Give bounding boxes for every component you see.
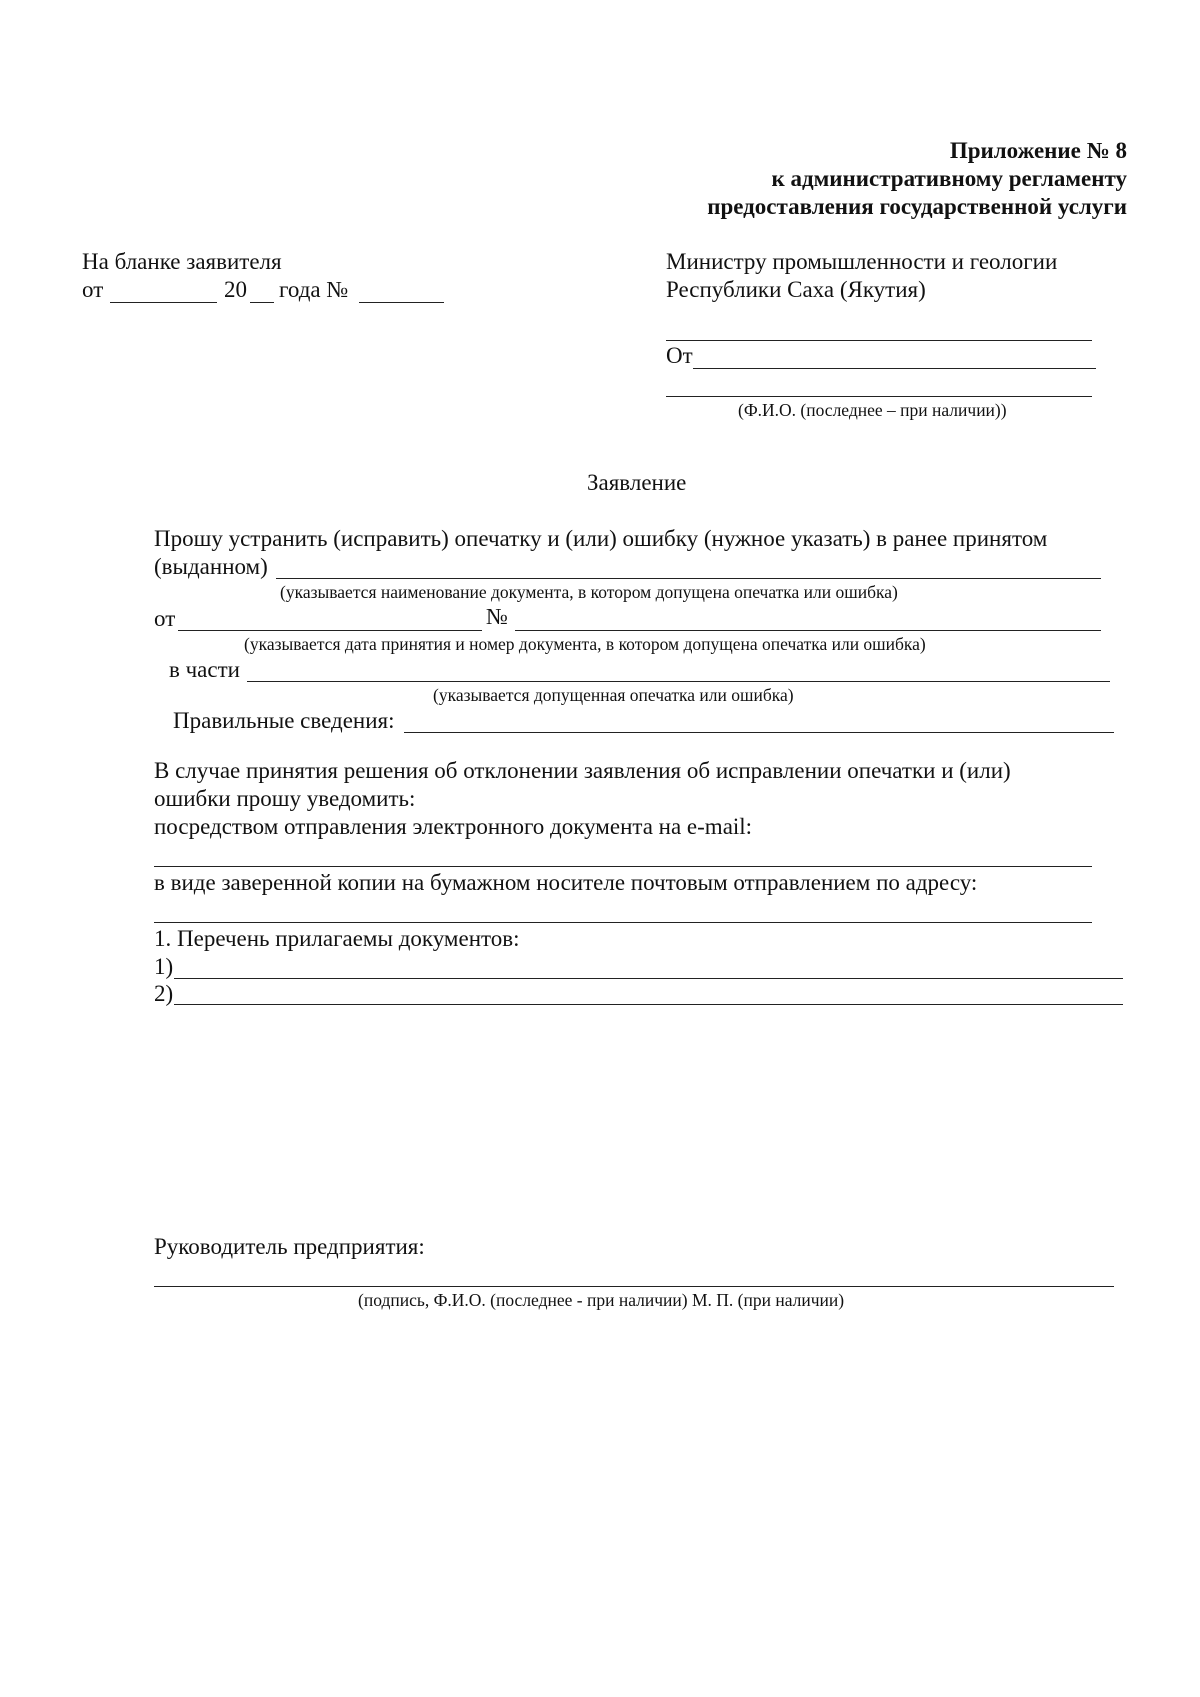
document-name-hint: (указывается наименование документа, в котором допущена опечатка или ошибка) (280, 582, 898, 602)
notification-text-1: В случае принятия решения об отклонении заявления об исправлении опечатки и (или) (154, 758, 1011, 783)
header-number-field[interactable] (359, 302, 444, 303)
attachment-item-2-label: 2) (154, 981, 174, 1006)
correct-info-label: Правильные сведения: (173, 708, 395, 733)
email-label: посредством отправления электронного документа на e-mail: (154, 814, 753, 839)
date-number-hint: (указывается дата принятия и номер документа, в котором допущена опечатка или ошибка) (244, 634, 926, 654)
notification-text-2: ошибки прошу уведомить: (154, 786, 416, 811)
header-date-field[interactable] (110, 302, 217, 303)
request-text: Прошу устранить (исправить) опечатку и (или) ошибку (нужное указать) в ранее принятом (154, 526, 1048, 551)
issued-label: (выданном) (154, 554, 268, 579)
document-number-field[interactable] (515, 630, 1101, 631)
signature-hint: (подпись, Ф.И.О. (последнее - при наличии) М. П. (при наличии) (358, 1290, 845, 1310)
document-date-field[interactable] (178, 630, 482, 631)
post-label: в виде заверенной копии на бумажном носителе почтовым отправлением по адресу: (154, 870, 978, 895)
post-address-field[interactable] (154, 922, 1092, 923)
addressee-from-field[interactable] (693, 368, 1096, 369)
header-year-field[interactable] (250, 302, 274, 303)
header-year-label: 20 (224, 277, 247, 302)
addressee-blank-line[interactable] (666, 340, 1092, 341)
addressee-minister: Министру промышленности и геологии (666, 249, 1058, 274)
signature-field[interactable] (154, 1286, 1114, 1287)
attachment-item-1-field[interactable] (174, 978, 1123, 979)
document-name-field[interactable] (276, 578, 1101, 579)
appendix-number: Приложение № 8 (949, 138, 1127, 163)
attachments-title: 1. Перечень прилагаемы документов: (154, 926, 520, 951)
header-number-label: года № (279, 277, 349, 302)
addressee-republic: Республики Саха (Якутия) (666, 277, 926, 302)
correct-info-field[interactable] (404, 732, 1114, 733)
appendix-service: предоставления государственной услуги (707, 194, 1127, 219)
attachment-item-1-label: 1) (154, 954, 174, 979)
header-from-label: от (82, 277, 104, 302)
email-field[interactable] (154, 866, 1092, 867)
appendix-regulation: к административному регламенту (771, 166, 1127, 191)
document-title: Заявление (587, 470, 687, 495)
date-label: от (154, 606, 176, 631)
addressee-fio-field[interactable] (666, 396, 1092, 397)
number-label: № (486, 604, 508, 629)
error-hint: (указывается допущенная опечатка или ошибка) (433, 685, 794, 705)
applicant-form-label: На бланке заявителя (82, 249, 282, 274)
fio-hint: (Ф.И.О. (последнее – при наличии)) (738, 400, 1007, 420)
attachment-item-2-field[interactable] (174, 1004, 1123, 1005)
addressee-from-label: От (666, 343, 693, 368)
part-label: в части (169, 657, 240, 682)
error-part-field[interactable] (247, 681, 1110, 682)
signature-label: Руководитель предприятия: (154, 1234, 425, 1259)
